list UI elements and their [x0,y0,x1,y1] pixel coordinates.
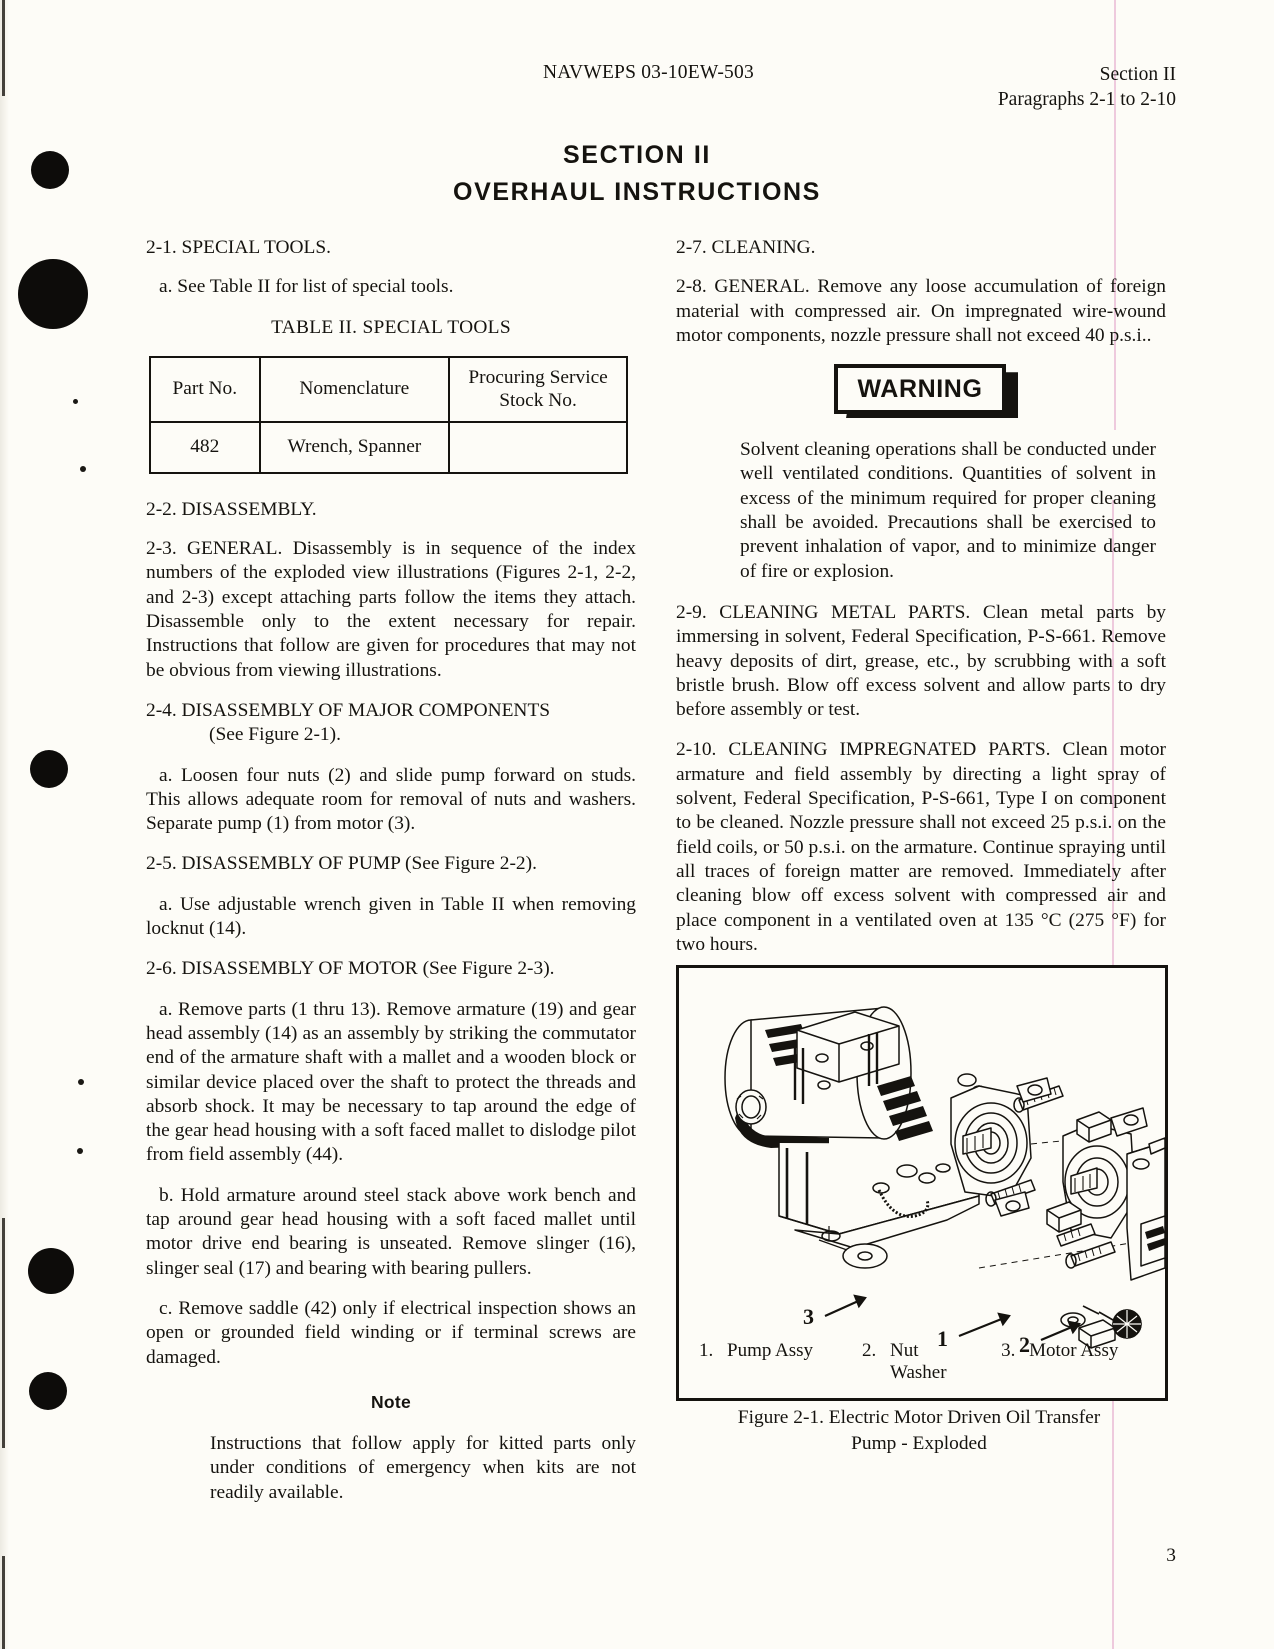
figure-callout-3: 3 [803,1304,814,1329]
note-heading: Note [370,1391,412,1412]
legend-item-3 [1001,1340,1145,1384]
scan-edge-line-top [2,0,5,96]
heading-2-5: 2-5. DISASSEMBLY OF PUMP (See Figure 2-2). [146,853,537,875]
heading-2-4-line1: 2-4. DISASSEMBLY OF MAJOR COMPONENTS [146,699,551,721]
legend-label-2: Nut [890,1340,919,1361]
figure-callout-1: 1 [937,1326,948,1351]
figure-caption [676,1405,1162,1457]
warning-banner [676,364,1166,422]
paragraph-2-6-b: b. Hold armature around steel stack above work bench and tap around gear head housing with a soft faced mallet until motor drive end bearing is unseated. Remove slinger (16), slinger seal (17) and bearing with bearing pullers. [146,1184,636,1279]
paragraph-2-6-a: a. Remove parts (1 thru 13). Remove armature (19) and gear head assembly (14) as an assembly by striking the commutator end of the armature shaft with a mallet and a wooden block or similar device placed over the shaft to protect the threads and absorb shock. It may be necessary to tap around the edge of the gear head housing with a soft faced mallet to dislodge pilot from field assembly (44). [146,998,636,1166]
heading-2-6: 2-6. DISASSEMBLY OF MOTOR (See Figure 2-3). [146,958,555,980]
page-title-line2: OVERHAUL INSTRUCTIONS [453,178,821,206]
hole-punch-mark [18,259,88,329]
paragraph-2-5-a: a. Use adjustable wrench given in Table II when removing locknut (14). [146,893,636,940]
paragraph-2-6-c: c. Remove saddle (42) only if electrical inspection shows an open or grounded field winding or if terminal screws are damaged. [146,1297,636,1368]
section-label: Section II [1099,64,1176,85]
legend-number-1: 1. [699,1340,714,1361]
warning-label: WARNING [834,364,1006,414]
heading-2-2: 2-2. DISASSEMBLY. [146,498,317,520]
exploded-view-illustration [679,968,1165,1398]
note-body: Instructions that follow apply for kitted parts only under conditions of emergency when kits are not readily available. [210,1433,636,1503]
legend-label-1: Pump Assy [727,1340,814,1361]
figure-caption-line2: Pump - Exploded [851,1433,987,1454]
figure-2-1-box [676,965,1168,1401]
column-header-nomenclature: Nomenclature [260,357,450,422]
cell-nomenclature: Wrench, Spanner [260,422,450,473]
heading-2-1: 2-1. SPECIAL TOOLS. [146,237,331,258]
scan-speck [80,466,86,472]
table-header-row [150,357,627,422]
table-caption: TABLE II. SPECIAL TOOLS [271,316,511,338]
figure-callout-2: 2 [1019,1332,1030,1357]
legend-number-3: 3. [1001,1340,1016,1361]
hole-punch-mark [28,1248,74,1294]
legend-number-2: 2. [862,1340,877,1361]
page-number: 3 [1166,1545,1176,1566]
left-column [146,236,636,1505]
document-number: NAVWEPS 03-10EW-503 [543,62,754,83]
scan-speck [77,1148,83,1154]
heading-2-4 [146,699,636,748]
paragraph-2-4-a: a. Loosen four nuts (2) and slide pump forward on studs. This allows adequate room for removal of nuts and washers. Separate pump (1) from motor (3). [146,764,636,835]
column-header-line1: Procuring Service [468,367,608,389]
paragraph-2-9: 2-9. CLEANING METAL PARTS. Clean metal parts by immersing in solvent, Federal Specification, P-S-661. Remove heavy deposits of dirt, grease, etc., by scrubbing with a soft bristle brush. Blow off excess solvent and allow parts to dry before assembly or test. [676,601,1166,721]
column-header-procuring-service-stock-no [449,357,627,422]
warning-body-text: Solvent cleaning operations shall be conducted under well ventilated conditions. Quantities of solvent in excess of the minimum required for proper cleaning shall be avoided. Precautions shall be exercised to prevent inhalation of vapor, and to minimize danger of fire or explosion. [740,439,1156,582]
paragraph-2-1-a: a. See Table II for list of special tools. [159,276,454,298]
figure-legend [679,1340,1165,1384]
figure-caption-line1: Figure 2-1. Electric Motor Driven Oil Transfer [737,1407,1101,1428]
cell-part-no: 482 [150,422,260,473]
paragraph-2-8: 2-8. GENERAL. Remove any loose accumulation of foreign material with compressed air. On impregnated wire-wound motor components, nozzle pressure shall not exceed 40 p.s.i.. [676,276,1166,346]
legend-sublabel-2: Washer [890,1362,947,1383]
column-header-line2: Stock No. [499,390,577,412]
hole-punch-mark [29,1372,67,1410]
legend-item-2 [862,1340,1001,1384]
scan-speck [78,1079,84,1085]
running-head-right [998,62,1176,112]
legend-label-3: Motor Assy [1029,1340,1119,1361]
hole-punch-mark [30,750,68,788]
scan-edge-line-bottom [2,1556,5,1649]
legend-item-1 [699,1340,862,1384]
scan-edge-line-mid [2,1218,5,1448]
column-header-part-no: Part No. [150,357,260,422]
cell-stock-no [449,422,627,473]
heading-2-4-line2: (See Figure 2-1). [209,724,341,746]
heading-2-7: 2-7. CLEANING. [676,237,816,258]
paragraph-range: Paragraphs 2-1 to 2-10 [997,89,1176,110]
paragraph-2-3: 2-3. GENERAL. Disassembly is in sequence of the index numbers of the exploded view illustrations (Figures 2-1, 2-2, and 2-3) except attaching parts follow the items they attach. Disassemble only to the extent necessary for repair. Instructions that follow are given for procedures that may not be obvious from viewing illustrations. [146,538,636,681]
paragraph-2-10: 2-10. CLEANING IMPREGNATED PARTS. Clean motor armature and field assembly by directing a light spray of solvent, Federal Specification, P-S-661, Type I on component to be cleaned. Nozzle pressure shall not exceed 25 p.s.i. on the field coils, or 50 p.s.i. on the armature. Continue spraying until all traces of foreign matter are removed. Immediately after cleaning blow off excess solvent with compressed air and place component in a ventilated oven at 135 °C (275 °F) for two hours. [676,739,1166,955]
scan-speck [73,399,78,404]
table-row [150,422,627,473]
right-column [676,236,1166,973]
special-tools-table [149,356,628,474]
page-title-line1: SECTION II [563,141,711,169]
